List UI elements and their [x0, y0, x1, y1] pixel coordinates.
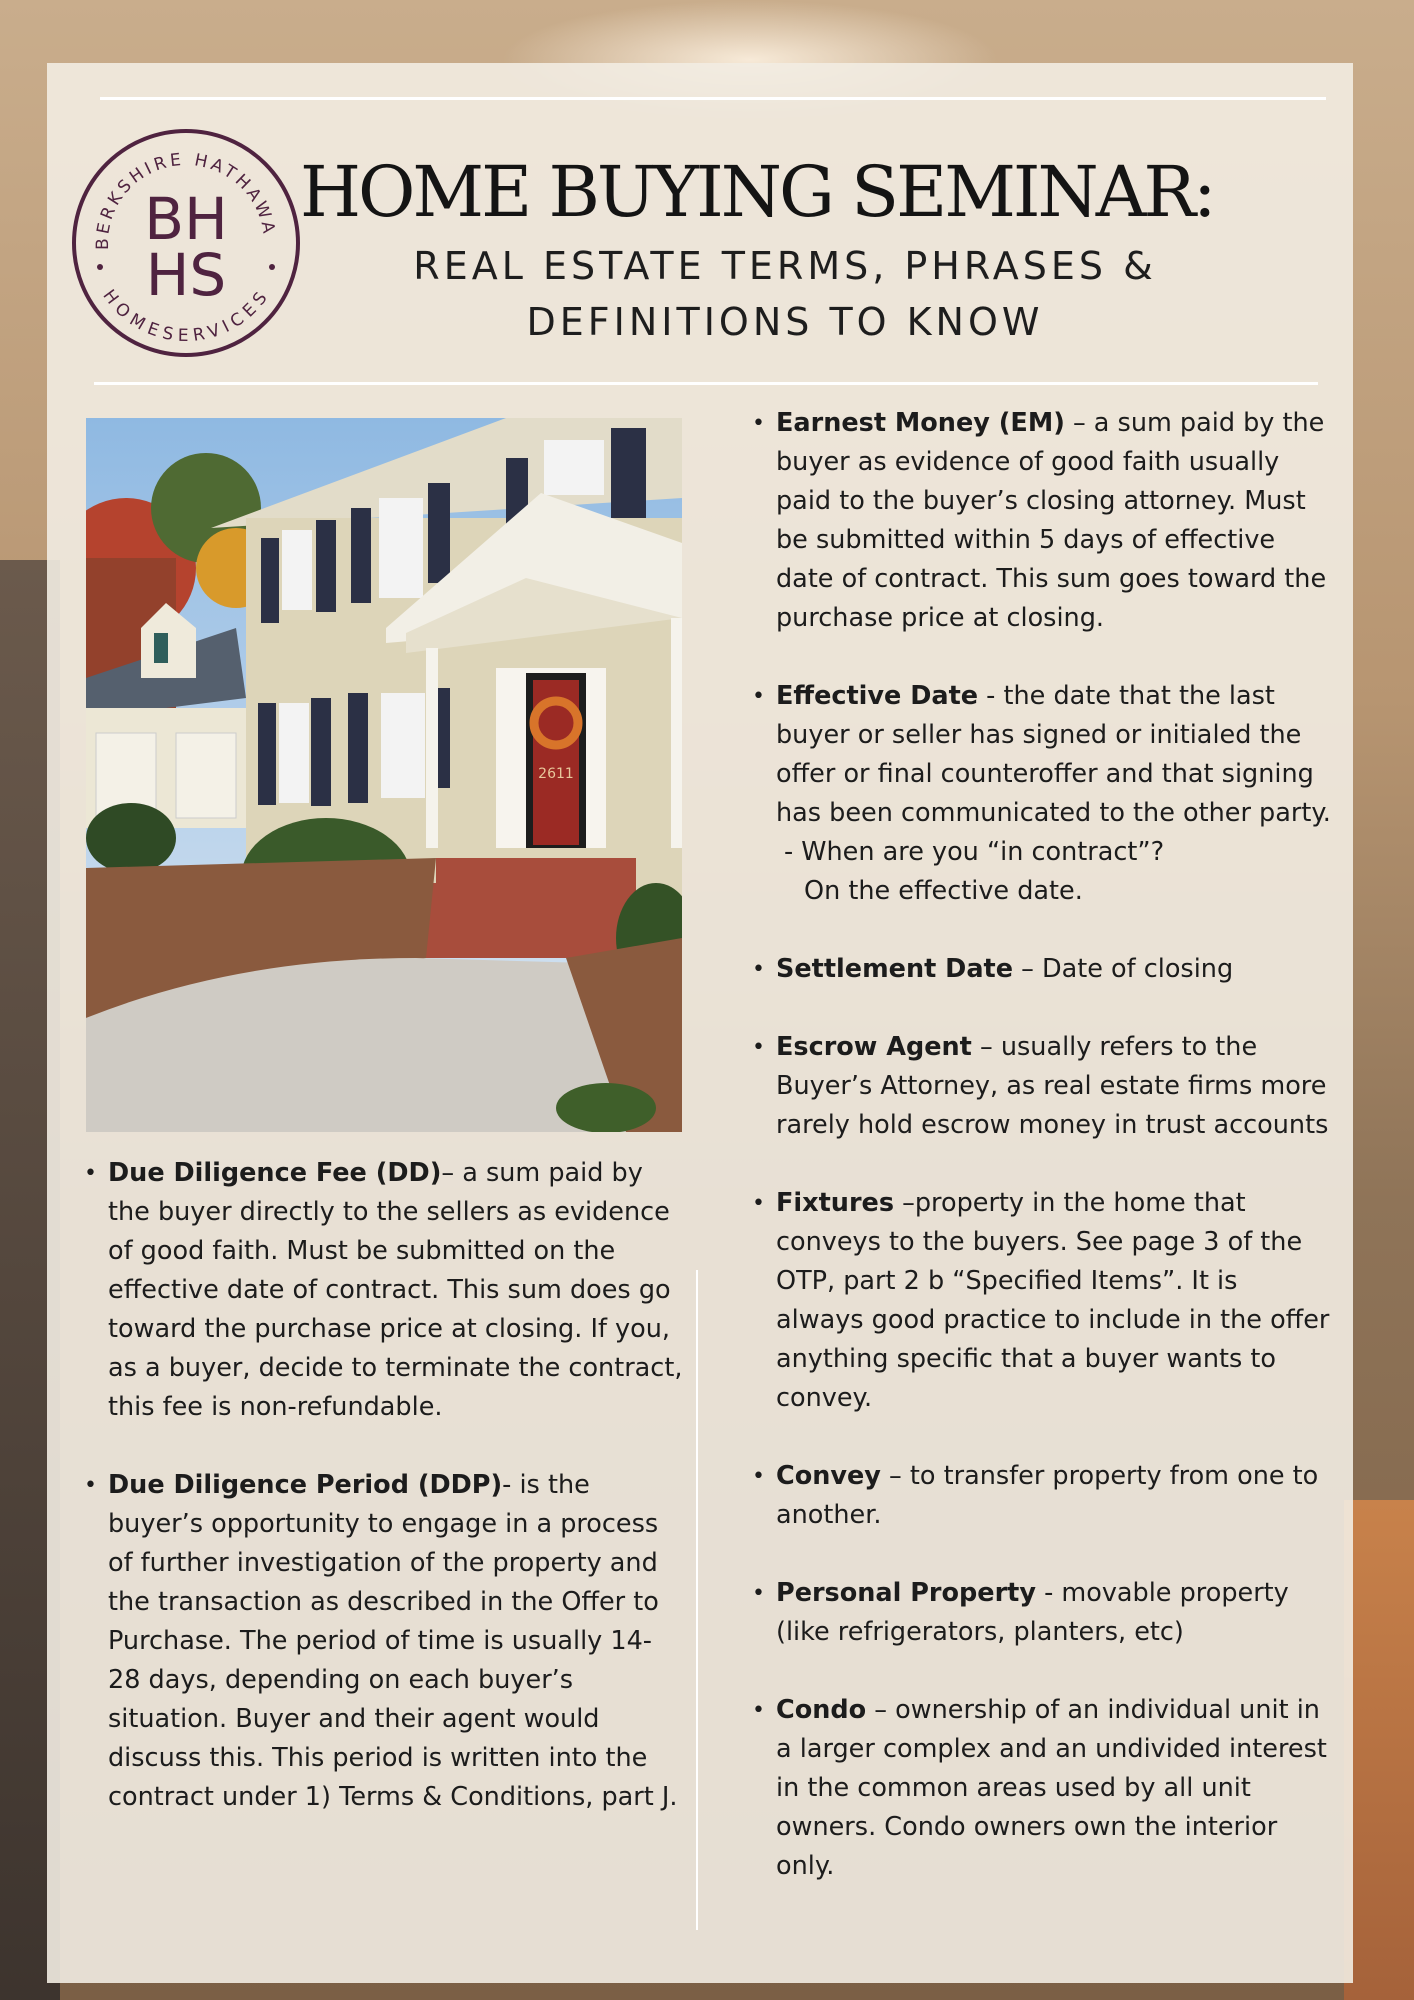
effective-date-note-question: - When are you “in contract”?	[784, 837, 1165, 867]
effective-date-note-answer: On the effective date.	[804, 876, 1083, 906]
page-title: HOME BUYING SEMINAR:	[300, 151, 1214, 233]
bhhs-logo	[70, 127, 302, 359]
logo-monogram-bottom: HS	[145, 241, 227, 309]
logo-monogram-top: BH	[144, 185, 228, 253]
term-effective-date: • Effective Date - the date that the last buyer or seller has signed or initialed the offer or final counteroffer and that signing has been communicated to the other party. - When are you “in contract”? On the effective date.	[752, 677, 1332, 911]
term-fixtures: • Fixtures –property in the home that conveys to the buyers. See page 3 of the OTP, part 2 b “Specified Items”. It is always good practice to include in the offer anything specific that a buyer wants to convey.	[752, 1184, 1332, 1418]
svg-text:BERKSHIRE HATHAWAY: BERKSHIRE HATHAWA	[92, 149, 279, 251]
house-photo	[86, 418, 682, 1132]
svg-text:HOMESERVICES: HOMESERVICES	[98, 285, 274, 347]
left-term-list	[84, 1154, 684, 1817]
top-divider	[100, 97, 1326, 100]
term-condo: • Condo – ownership of an individual unit in a larger complex and an undivided interest in the common areas used by all unit owners. Condo owners own the interior only.	[752, 1691, 1332, 1886]
term-due-diligence-fee: • Due Diligence Fee (DD)– a sum paid by the buyer directly to the sellers as evidence of good faith. Must be submitted on the effective date of contract. This sum does go toward the purchase price at closing. If you, as a buyer, decide to terminate the contract, this fee is non-refundable.	[84, 1154, 684, 1427]
term-escrow-agent: • Escrow Agent – usually refers to the Buyer’s Attorney, as real estate firms more rarely hold escrow money in trust accounts	[752, 1028, 1332, 1145]
column-divider	[696, 1270, 698, 1930]
term-personal-property: • Personal Property - movable property (like refrigerators, planters, etc)	[752, 1574, 1332, 1652]
header-divider	[94, 382, 1318, 385]
term-convey: • Convey – to transfer property from one to another.	[752, 1457, 1332, 1535]
page-subtitle: REAL ESTATE TERMS, PHRASES & DEFINITIONS TO KNOW	[413, 244, 1157, 344]
right-term-list	[752, 404, 1332, 1886]
term-settlement-date: • Settlement Date – Date of closing	[752, 950, 1332, 989]
term-due-diligence-period: • Due Diligence Period (DDP)- is the buyer’s opportunity to engage in a process of further investigation of the property and the transaction as described in the Offer to Purchase. The period of time is usually 14-28 days, depending on each buyer’s situation. Buyer and their agent would discuss this. This period is written into the contract under 1) Terms & Conditions, part J.	[84, 1466, 684, 1817]
door-number: 2611	[538, 766, 574, 782]
term-earnest-money: • Earnest Money (EM) – a sum paid by the buyer as evidence of good faith usually paid to the buyer’s closing attorney. Must be submitted within 5 days of effective date of contract. This sum goes toward the purchase price at closing.	[752, 404, 1332, 638]
background-floor	[1344, 1500, 1414, 2000]
